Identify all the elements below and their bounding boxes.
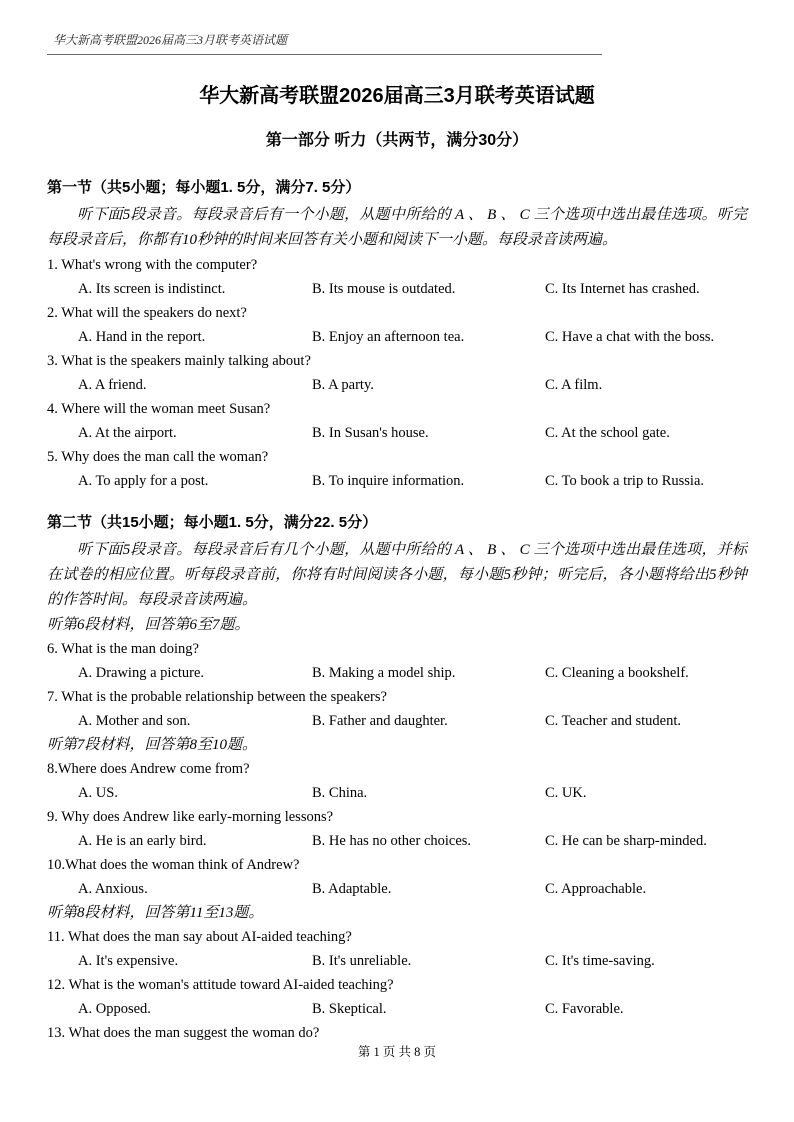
option-b: B. Making a model ship.: [312, 665, 456, 681]
question-block: [47, 637, 747, 685]
options-row: [78, 709, 747, 733]
material-note: 听第7段材料，回答第8至10题。: [47, 737, 258, 753]
option-a: A. To apply for a post.: [78, 473, 209, 489]
option-a: A. It's expensive.: [78, 953, 179, 969]
option-b: B. In Susan's house.: [312, 425, 429, 441]
option-b: B. Father and daughter.: [312, 713, 448, 729]
question-block: [47, 757, 747, 805]
options-row: [78, 277, 747, 301]
question-block: [47, 445, 747, 493]
option-c: C. To book a trip to Russia.: [545, 473, 705, 489]
section2-instructions: 听下面5段录音。每段录音后有几个小题，从题中所给的 A 、 B 、 C 三个选项中选出最佳选项，并标在试卷的相应位置。听每段录音前，你将有时间阅读各小题，每小题5秒钟；听完后，各小题将给出5秒钟的作答时间。每段录音读两遍。: [47, 542, 747, 608]
question-block: [47, 805, 747, 853]
part1-heading: 第一部分 听力（共两节，满分30分）: [265, 132, 529, 149]
section1-items: [47, 253, 747, 493]
question-stem: 6. What is the man doing?: [47, 641, 199, 657]
question-stem: 1. What's wrong with the computer?: [47, 257, 258, 273]
question-stem: 3. What is the speakers mainly talking about?: [47, 353, 311, 369]
question-block: [47, 925, 747, 973]
option-a: A. Drawing a picture.: [78, 665, 205, 681]
option-b: B. Adaptable.: [312, 881, 392, 897]
question-stem: 11. What does the man say about AI-aided teaching?: [47, 929, 352, 945]
option-a: A. Hand in the report.: [78, 329, 206, 345]
option-a: A. A friend.: [78, 377, 147, 393]
question-stem: 5. Why does the man call the woman?: [47, 449, 269, 465]
question-stem: 8.Where does Andrew come from?: [47, 761, 250, 777]
option-a: A. Mother and son.: [78, 713, 191, 729]
option-a: A. Its screen is indistinct.: [78, 281, 226, 297]
options-row: [78, 421, 747, 445]
question-stem: 12. What is the woman's attitude toward AI-aided teaching?: [47, 977, 394, 993]
option-b: B. Skeptical.: [312, 1001, 387, 1017]
question-block: [47, 349, 747, 397]
option-c: C. Its Internet has crashed.: [545, 281, 700, 297]
option-c: C. Cleaning a bookshelf.: [545, 665, 689, 681]
options-row: [78, 781, 747, 805]
running-head: 华大新高考联盟2026届高三3月联考英语试题: [53, 33, 288, 47]
option-b: B. Its mouse is outdated.: [312, 281, 456, 297]
options-row: [78, 661, 747, 685]
option-a: A. He is an early bird.: [78, 833, 207, 849]
options-row: [78, 829, 747, 853]
option-c: C. It's time-saving.: [545, 953, 655, 969]
question-stem: 2. What will the speakers do next?: [47, 305, 247, 321]
option-a: A. Opposed.: [78, 1001, 151, 1017]
material-note: 听第8段材料，回答第11至13题。: [47, 905, 264, 921]
option-c: C. At the school gate.: [545, 425, 670, 441]
section1-heading: 第一节（共5小题；每小题1. 5分，满分7. 5分）: [47, 179, 361, 196]
option-a: A. Anxious.: [78, 881, 148, 897]
option-b: B. A party.: [312, 377, 374, 393]
option-a: A. At the airport.: [78, 425, 177, 441]
option-b: B. It's unreliable.: [312, 953, 412, 969]
header-divider: [47, 54, 602, 55]
section2-heading: 第二节（共15小题；每小题1. 5分，满分22. 5分）: [47, 514, 378, 531]
exam-title: 华大新高考联盟2026届高三3月联考英语试题: [199, 85, 595, 107]
option-c: C. Favorable.: [545, 1001, 624, 1017]
options-row: [78, 325, 747, 349]
question-block: [47, 301, 747, 349]
option-b: B. To inquire information.: [312, 473, 465, 489]
option-b: B. China.: [312, 785, 368, 801]
question-block: [47, 973, 747, 1021]
question-stem: 4. Where will the woman meet Susan?: [47, 401, 271, 417]
options-row: [78, 877, 747, 901]
question-stem: 10.What does the woman think of Andrew?: [47, 857, 300, 873]
question-block: [47, 685, 747, 733]
section-1: [47, 177, 747, 493]
option-a: A. US.: [78, 785, 118, 801]
section-2: [47, 512, 747, 1045]
question-stem: 9. Why does Andrew like early-morning lessons?: [47, 809, 334, 825]
options-row: [78, 373, 747, 397]
options-row: [78, 949, 747, 973]
option-b: B. Enjoy an afternoon tea.: [312, 329, 465, 345]
question-block: [47, 853, 747, 901]
question-stem: 13. What does the man suggest the woman do?: [47, 1025, 320, 1041]
option-c: C. UK.: [545, 785, 587, 801]
material-note: 听第6段材料，回答第6至7题。: [47, 617, 250, 633]
option-c: C. A film.: [545, 377, 603, 393]
question-block: [47, 253, 747, 301]
section2-items: [47, 613, 747, 1045]
option-c: C. Teacher and student.: [545, 713, 682, 729]
option-c: C. Have a chat with the boss.: [545, 329, 715, 345]
option-b: B. He has no other choices.: [312, 833, 472, 849]
question-stem: 7. What is the probable relationship between the speakers?: [47, 689, 387, 705]
option-c: C. Approachable.: [545, 881, 647, 897]
options-row: [78, 469, 747, 493]
section1-instructions: 听下面5段录音。每段录音后有一个小题，从题中所给的 A 、 B 、 C 三个选项中选出最佳选项。听完每段录音后，你都有10秒钟的时间来回答有关小题和阅读下一小题。每段录音读两遍。: [47, 207, 747, 248]
option-c: C. He can be sharp-minded.: [545, 833, 707, 849]
options-row: [78, 997, 747, 1021]
question-block: [47, 397, 747, 445]
page-footer: 第 1 页 共 8 页: [357, 1045, 437, 1059]
